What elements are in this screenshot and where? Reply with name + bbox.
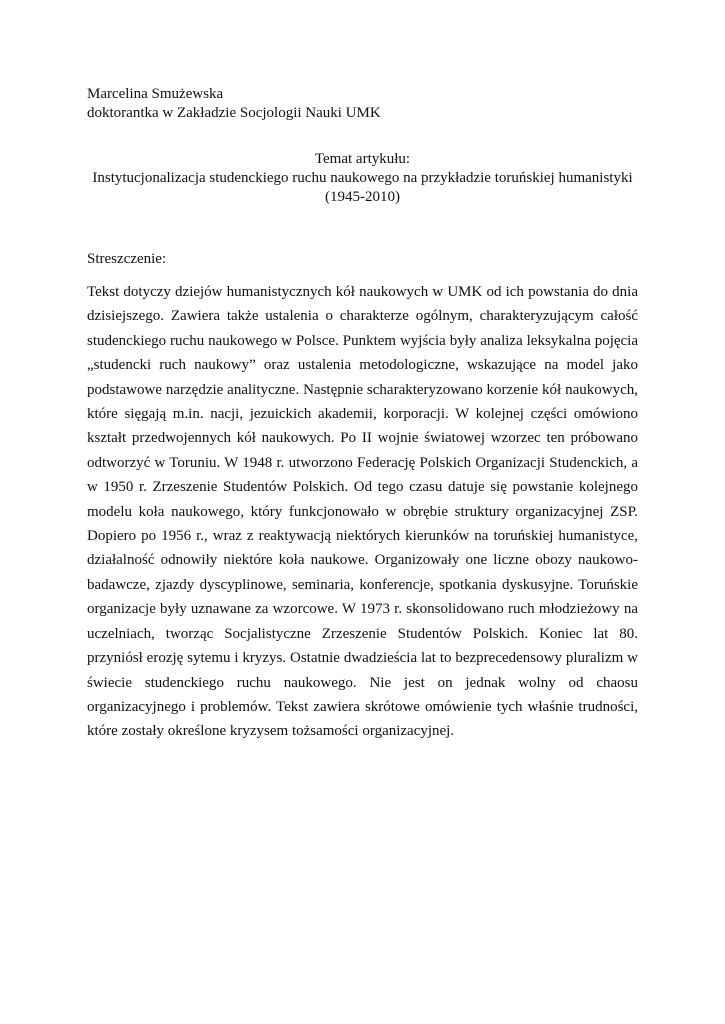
abstract-text: Tekst dotyczy dziejów humanistycznych kół naukowych w UMK od ich powstania do dnia dzisiejszego. Zawiera także ustalenia o charakterze ogólnym, charakteryzującym całość studenckiego ruchu naukowego w Polsce. Punktem wyjścia były analiza leksykalna pojęcia „studencki ruch naukowy” oraz ustalenia metodologiczne, wskazujące na model jako podstawowe narzędzie analityczne. Następnie scharakteryzowano korzenie kół naukowych, które sięgają m.in. nacji, jezuickich akademii, korporacji. W kolejnej części omówiono kształt przedwojennych kół naukowych. Po II wojnie światowej wzorzec ten próbowano odtworzyć w Toruniu. W 1948 r. utworzono Federację Polskich Organizacji Studenckich, a w 1950 r. Zrzeszenie Studentów Polskich. Od tego czasu datuje się powstanie kolejnego modelu koła naukowego, który funkcjonowało w obrębie struktury organizacyjnej ZSP. Dopiero po 1956 r., wraz z reaktywacją niektórych kierunków na toruńskiej humanistyce, działalność odnowiły niektóre koła naukowe. Organizowały one liczne obozy naukowo-badawcze, zjazdy dyscyplinowe, seminaria, konferencje, spotkania dyskusyjne. Toruńskie organizacje były uznawane za wzorcowe. W 1973 r. skonsolidowano ruch młodzieżowy na uczelniach, tworząc Socjalistyczne Zrzeszenie Studentów Polskich. Koniec lat 80. przyniósł erozję sytemu i kryzys. Ostatnie dwadzieścia lat to bezprecedensowy pluralizm w świecie studenckiego ruchu naukowego. Nie jest on jednak wolny od chaosu organizacyjnego i problemów. Tekst zawiera skrótowe omówienie tych właśnie trudności, które zostały określone kryzysem tożsamości organizacyjnej. — [87, 284, 638, 740]
abstract-heading: Streszczenie: — [87, 251, 167, 267]
author-block — [87, 85, 381, 123]
article-title: Instytucjonalizacja studenckiego ruchu naukowego na przykładzie toruńskiej humanistyki — [92, 170, 633, 186]
author-affiliation: doktorantka w Zakładzie Socjologii Nauki UMK — [87, 105, 381, 121]
topic-label: Temat artykułu: — [314, 151, 411, 167]
article-years: (1945-2010) — [325, 189, 400, 205]
author-name: Marcelina Smużewska — [87, 86, 224, 102]
topic-block — [87, 150, 638, 207]
